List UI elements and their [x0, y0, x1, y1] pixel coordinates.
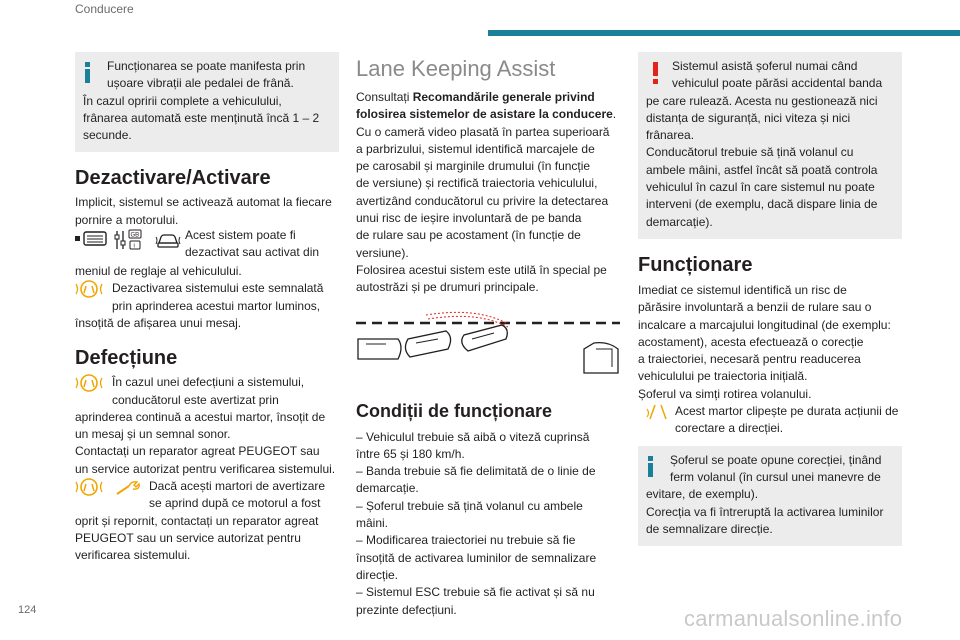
paragraph-line: Folosirea acestui sistem este utilă în special pe — [356, 262, 607, 277]
note-line: de semnalizare direcție. — [646, 521, 773, 536]
lane-assist-car-icon — [155, 231, 181, 251]
column-right — [638, 52, 902, 546]
section-heading-defectiune: Defecțiune — [75, 347, 178, 370]
sliders-settings-icon — [113, 229, 143, 251]
note-line: interveni (de exemplu, dacă dispare linia de — [646, 197, 878, 212]
paragraph-line: incalcare a marcajului longitudinal (de exemplu: — [638, 317, 891, 332]
paragraph-line: pornire a motorului. — [75, 212, 179, 227]
info-icon — [84, 62, 91, 82]
paragraph-line: Dezactivarea sistemului este semnalată — [112, 281, 324, 296]
note-line: ușoare vibrații ale pedalei de frână. — [107, 76, 294, 91]
paragraph-line: însoțită de afișarea unui mesaj. — [75, 315, 242, 330]
list-item: prezinte defecțiuni. — [356, 602, 457, 617]
paragraph-line: meniul de reglaje al vehiculului. — [75, 264, 242, 279]
paragraph-line: autostrăzi și pe drumuri principale. — [356, 280, 539, 295]
paragraph-line: versiune). — [356, 245, 409, 260]
list-item: între 65 și 180 km/h. — [356, 446, 465, 461]
indicator-row — [75, 280, 339, 315]
note-line: distanța de siguranță, nici viteza și nici — [646, 110, 851, 125]
paragraph-line: se aprind după ce motorul a fost — [149, 496, 321, 511]
column-left — [75, 52, 339, 565]
svg-text:i: i — [133, 243, 135, 250]
paragraph-line: Dacă acești martori de avertizare — [149, 479, 326, 494]
paragraph-line: părăsire involuntară a benzii de rulare sau o — [638, 300, 872, 315]
paragraph-line: un mesaj și un semnal sonor. — [75, 427, 231, 442]
paragraph-line: unui risc de ieșire involuntară de pe banda — [356, 211, 582, 226]
functionare-body — [638, 282, 902, 403]
section-heading-functionare: Funcționare — [638, 253, 753, 276]
paragraph-line: a parbrizului, sistemul identifică marcajele de — [356, 141, 595, 156]
note-line: În cazul opririi complete a vehiculului, — [83, 93, 282, 108]
paragraph-line: PEUGEOT sau un service autorizat pentru — [75, 530, 301, 545]
paragraph-line: Cu o cameră video plasată în partea superioară — [356, 124, 610, 139]
list-item: – Modificarea traiectoriei nu trebuie să fie — [356, 533, 576, 548]
paragraph-line — [356, 106, 620, 123]
section-title-lane-keeping-assist: Lane Keeping Assist — [356, 56, 556, 81]
paragraph-line: Acest sistem poate fi — [185, 228, 296, 243]
note-line: vehiculul în cazul în care sistemul nu poate — [646, 180, 875, 195]
info-note — [638, 446, 902, 546]
warning-note — [638, 52, 902, 239]
note-line: evitare, de exemplu). — [646, 487, 759, 502]
note-line: Sistemul asistă șoferul numai când — [672, 59, 858, 73]
paragraph-line: dezactivat sau activat din — [185, 245, 320, 260]
lane-fault-warning-icon — [75, 478, 105, 498]
paragraph-line: avertizând conducătorul cu privire la detectarea — [356, 193, 609, 208]
page-number: 124 — [18, 604, 37, 616]
note-line: frânarea. — [646, 128, 695, 143]
section-heading-conditii: Condiții de funcționare — [356, 400, 552, 421]
note-line: secunde. — [83, 128, 132, 143]
list-item: – Banda trebuie să fie delimitată de o linie de — [356, 464, 596, 479]
list-item: direcție. — [356, 567, 399, 582]
conditions-list — [356, 429, 620, 619]
indicator-row — [75, 374, 339, 409]
note-line: demarcație). — [646, 214, 713, 229]
paragraph-line: aprinderea continuă a acestui martor, însoțit de — [75, 409, 326, 424]
list-item: – Sistemul ESC trebuie să fie activat și să nu — [356, 585, 595, 600]
watermark: carmanualsonline.info — [684, 606, 903, 631]
list-item: însoțită de activarea luminilor de semnalizare — [356, 550, 597, 565]
indicator-row — [75, 478, 339, 513]
list-item: mâini. — [356, 516, 389, 531]
menu-car-icon — [75, 231, 109, 247]
lane-correction-indicator-icon — [646, 403, 670, 423]
bold-reference: folosirea sistemelor de asistare la conducere — [356, 107, 613, 122]
paragraph-line: În cazul unei defecțiuni a sistemului, — [112, 375, 305, 390]
note-line: Conducătorul trebuie să țină volanul cu — [646, 145, 854, 160]
paragraph-line: Contactați un reparator agreat PEUGEOT sau — [75, 444, 320, 459]
list-item: – Vehiculul trebuie să aibă o viteză cuprinsă — [356, 429, 590, 444]
note-line: ambele mâini, astfel încât să poată controla — [646, 162, 878, 177]
lane-keeping-illustration — [356, 309, 620, 381]
text-run: . — [612, 107, 617, 122]
paragraph-line: conducătorul este avertizat prin — [112, 392, 279, 407]
note-line: pe care rulează. Acesta nu gestionează nici — [646, 93, 878, 108]
lane-fault-warning-icon — [75, 374, 105, 394]
note-line: Funcționarea se poate manifesta prin — [107, 59, 306, 73]
paragraph-line: Implicit, sistemul se activează automat la fiecare — [75, 195, 332, 210]
paragraph-line: un service autorizat pentru verificarea sistemului. — [75, 461, 336, 476]
settings-icons-row — [75, 229, 339, 263]
lane-departure-off-warning-icon — [75, 280, 105, 300]
service-wrench-icon — [115, 480, 141, 496]
note-line: Șoferul se poate opune corecției, ținând — [670, 452, 882, 467]
paragraph-line: Acest martor clipește pe durata acțiunii de — [675, 404, 899, 419]
info-icon — [647, 456, 654, 476]
note-line: frânarea automată este menținută încă 1 – 2 — [83, 110, 320, 125]
paragraph-line: prin aprinderea acestui martor luminos, — [112, 298, 321, 313]
list-item: – Șoferul trebuie să țină volanul cu ambele — [356, 498, 583, 513]
indicator-row — [638, 403, 902, 438]
bold-reference: Recomandările generale privind — [412, 90, 595, 104]
info-note — [75, 52, 339, 152]
paragraph-line: a traiectoriei, necesară pentru readucerea — [638, 352, 861, 367]
paragraph-line: Imediat ce sistemul identifică un risc de — [638, 282, 847, 297]
note-line: vehiculul poate părăsi accidental banda — [672, 76, 883, 91]
paragraph-line: Șoferul va simți rotirea volanului. — [638, 386, 812, 401]
svg-text:GB: GB — [130, 232, 140, 239]
note-line: ferm volanul (în cursul unei manevre de — [670, 469, 881, 484]
paragraph-line: pe carosabil și marginile drumului (în funcție — [356, 159, 591, 174]
column-middle — [356, 52, 620, 619]
section-heading-dezactivare: Dezactivare/Activare — [75, 167, 271, 190]
list-item: demarcație. — [356, 481, 419, 496]
paragraph-line: vehiculului pe traiectoria inițială. — [638, 369, 808, 384]
paragraph-line: de versiune) și rectifică traiectoria vehiculului, — [356, 176, 598, 191]
paragraph-line: oprit și repornit, contactați un reparator agreat — [75, 513, 319, 528]
text-run: Consultați — [356, 90, 413, 104]
paragraph-line: corectare a direcției. — [675, 421, 784, 436]
note-line: Corecția va fi întreruptă la activarea luminilor — [646, 504, 884, 519]
paragraph-line: acostament), acesta efectuează o corecție — [638, 334, 864, 349]
paragraph-line: verificarea sistemului. — [75, 548, 191, 563]
header-accent-bar — [488, 30, 960, 36]
paragraph-line: de rulare sau pe acostament (în funcție de — [356, 228, 581, 243]
paragraph-line — [356, 89, 620, 106]
running-header: Conducere — [75, 2, 134, 16]
exclamation-warning-icon — [653, 62, 659, 84]
